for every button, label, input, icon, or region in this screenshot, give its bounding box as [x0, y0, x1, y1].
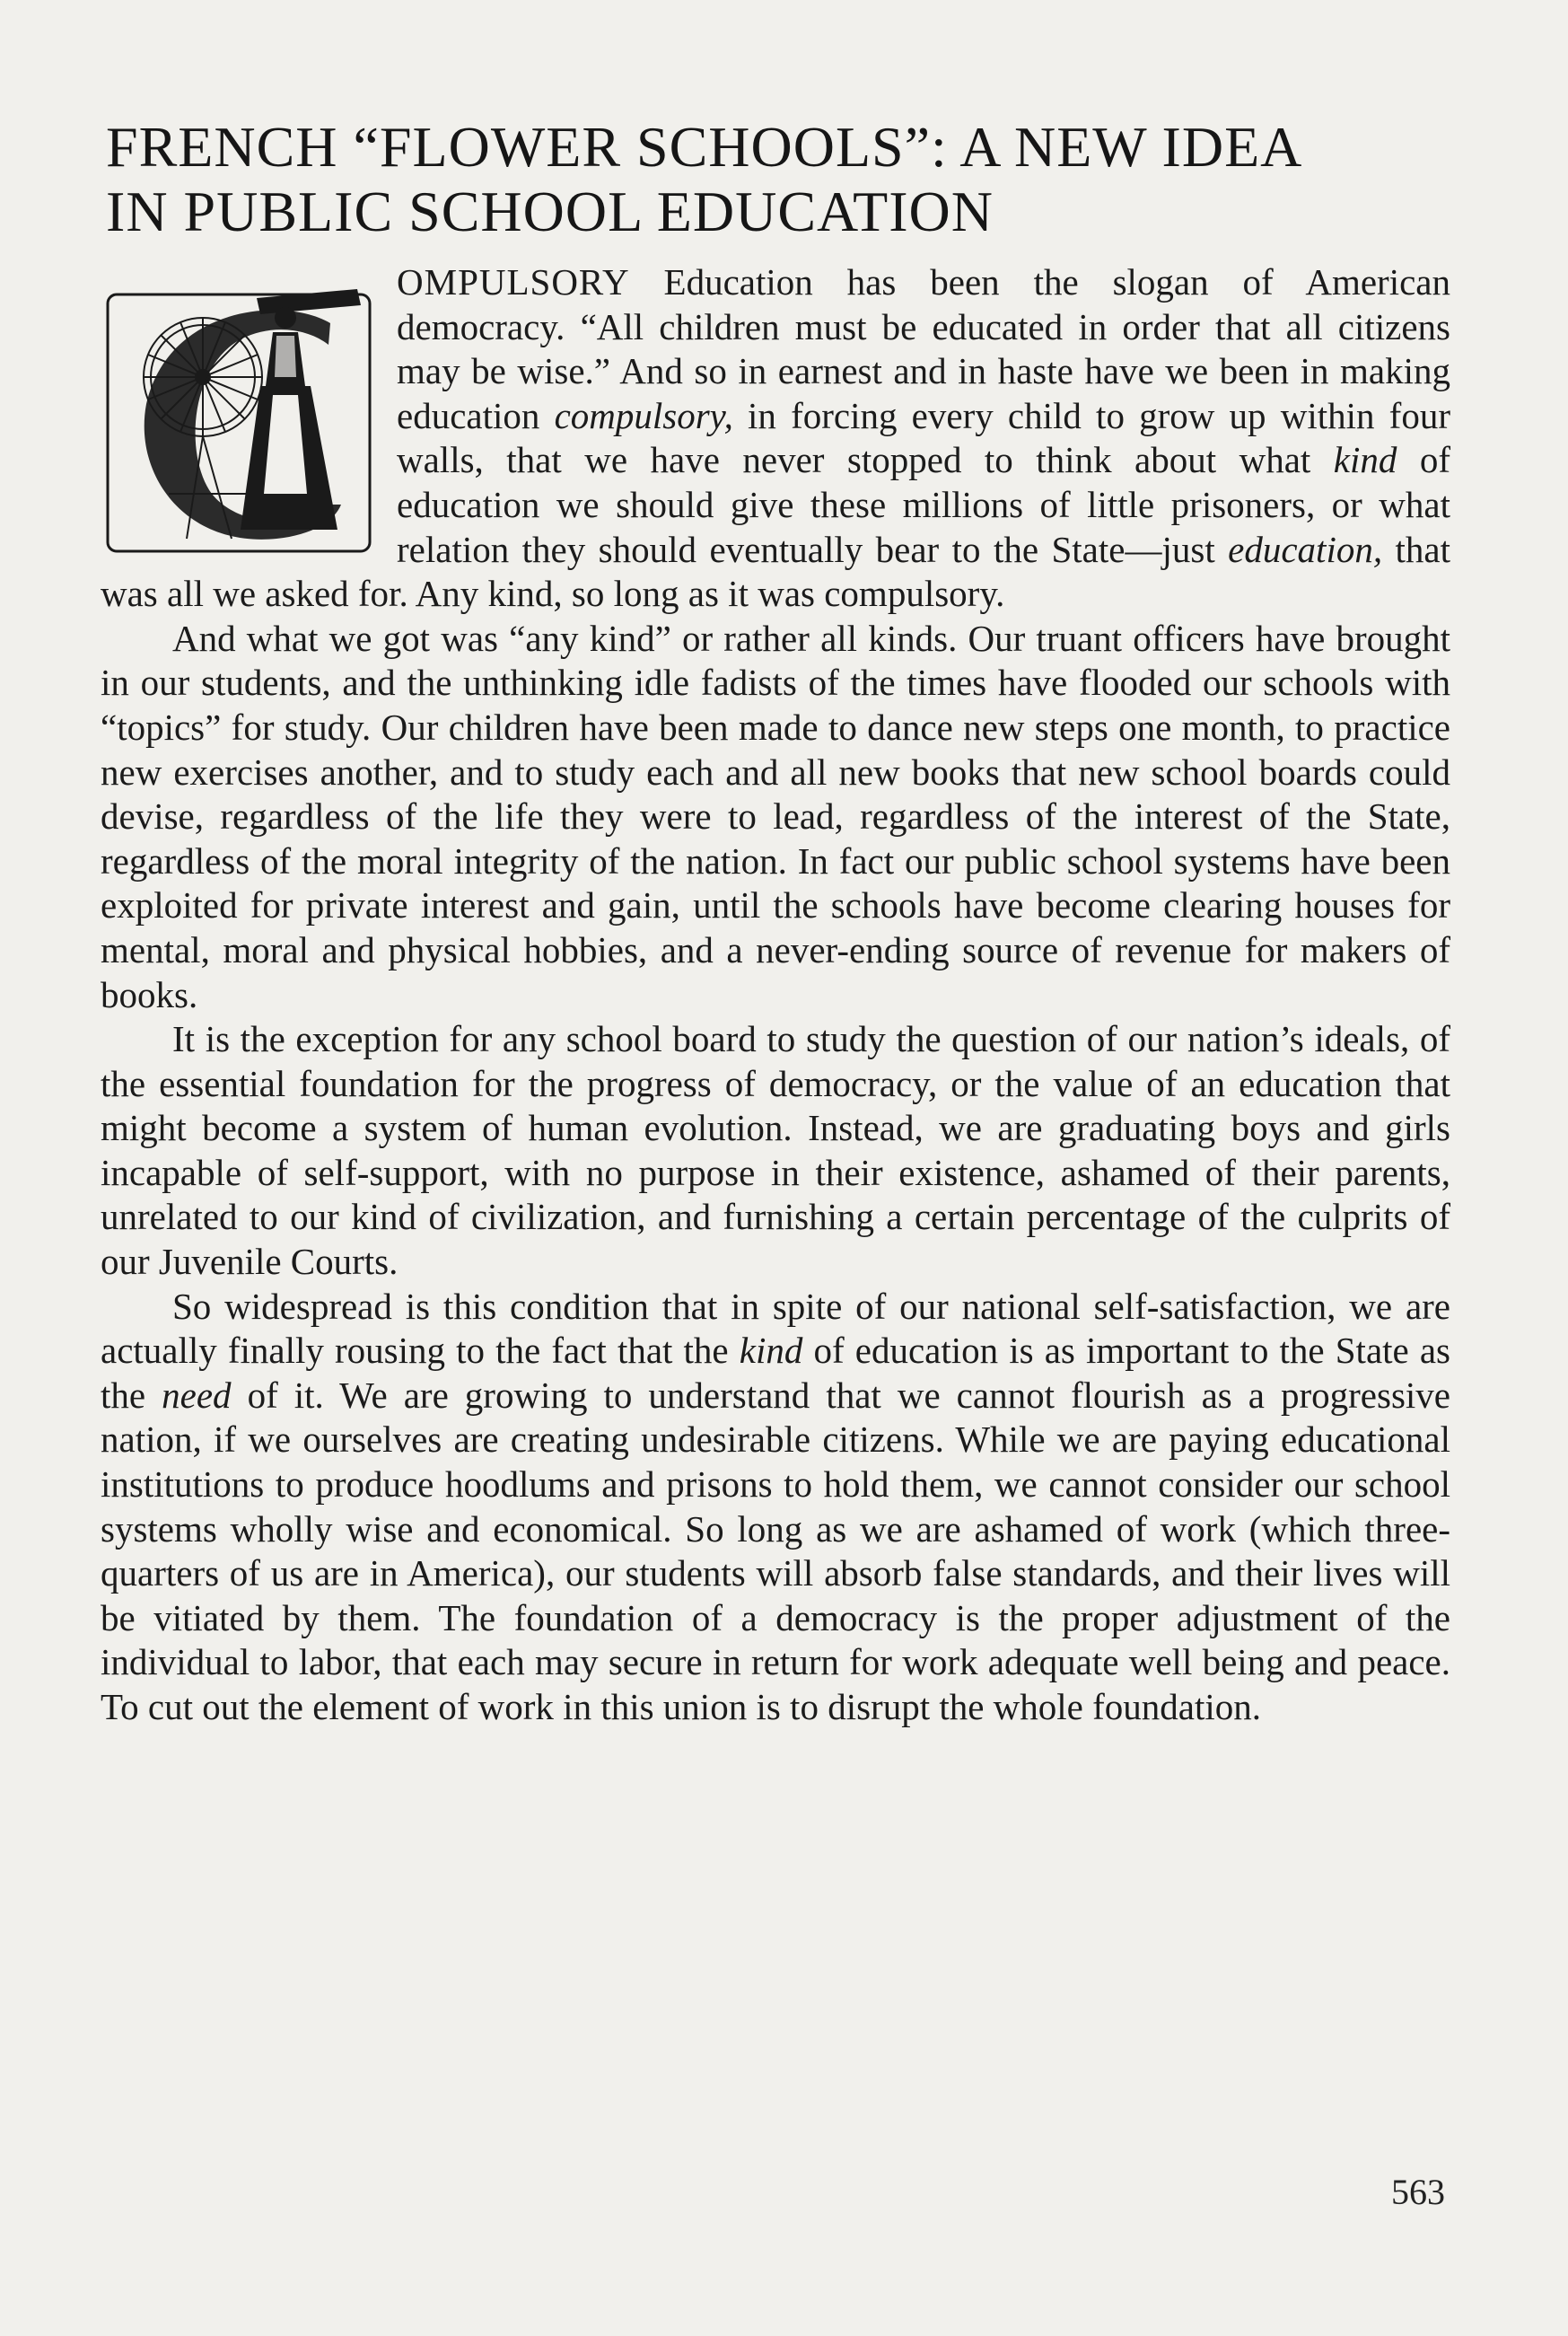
- p4-emphasis-kind: kind: [739, 1330, 803, 1372]
- p1-emphasis-compulsory: compulsory,: [554, 394, 733, 436]
- lead-in-text: OMPULSORY: [397, 261, 630, 303]
- paragraph-4: [101, 1285, 1450, 1730]
- illuminated-initial-c-icon: [106, 269, 373, 555]
- p1-text-4: that was all we asked for. Any kind, so long as it was compulsory.: [101, 528, 1451, 615]
- p1-text-2: in forcing every child to grow up within four walls, that we have never stopped to think about what: [397, 394, 1450, 481]
- p1-emphasis-kind: kind: [1333, 439, 1397, 481]
- page-number: 563: [1391, 2172, 1445, 2212]
- article-body: [101, 260, 1450, 1730]
- article-title: [106, 115, 1470, 244]
- paragraph-1: [101, 260, 1450, 617]
- p1-text-3: of education we should give these millions of little prisoners, or what relation they should eventually bear to the State—just: [397, 439, 1451, 570]
- title-line-1: FRENCH “FLOWER SCHOOLS”: A NEW IDEA: [106, 115, 1303, 179]
- p4-text-3: of it. We are growing to understand that we cannot flourish as a progressive nation, if we ourselves are creating undesirable citizens. While we are paying educational institutions to produce hoodlums and prisons to hold them, we cannot consider our school systems wholly wise and economical. So long as we are ashamed of work (which three-quarters of us are in America), our students will absorb false standards, and their lives will be vitiated by them. The foundation of a democracy is the proper adjustment of the individual to labor, that each may secure in return for work adequate well being and peace. To cut out the element of work in this union is to disrupt the whole foundation.: [101, 1374, 1450, 1727]
- paragraph-2: And what we got was “any kind” or rather all kinds. Our truant officers have brought in our students, and the unthinking idle fadists of the times have flooded our schools with “topics” for study. Our children have been made to dance new steps one month, to practice new exercises another, and to study each and all new books that new school boards could devise, regardless of the life they were to lead, regardless of the interest of the State, regardless of the moral integrity of the nation. In fact our public school systems have been exploited for private interest and gain, until the schools have become clearing houses for mental, moral and physical hobbies, and a never-ending source of revenue for makers of books.: [101, 617, 1450, 1015]
- paragraph-3: It is the exception for any school board to study the question of our nation’s ideals, of the essential foundation for the progress of democracy, or the value of an education that might become a system of human evolution. Instead, we are graduating boys and girls incapable of self-support, with no purpose in their existence, ashamed of their parents, unrelated to our kind of civilization, and furnishing a certain percentage of the culprits of our Juvenile Courts.: [101, 1018, 1450, 1283]
- p1-text-1: Education has been the slogan of American democracy. “All children must be educated in order that all citizens may be wise.” And so in earnest and in haste have we been in making education: [397, 261, 1450, 436]
- p4-text-1: So widespread is this condition that in spite of our national self-satisfaction, we are actually finally rousing to the fact that the: [101, 1285, 1450, 1372]
- p4-emphasis-need: need: [162, 1374, 232, 1416]
- p1-emphasis-education: education,: [1228, 528, 1383, 570]
- title-line-2: IN PUBLIC SCHOOL EDUCATION: [106, 180, 994, 243]
- p4-text-2: of education is as important to the State as the: [101, 1330, 1451, 1416]
